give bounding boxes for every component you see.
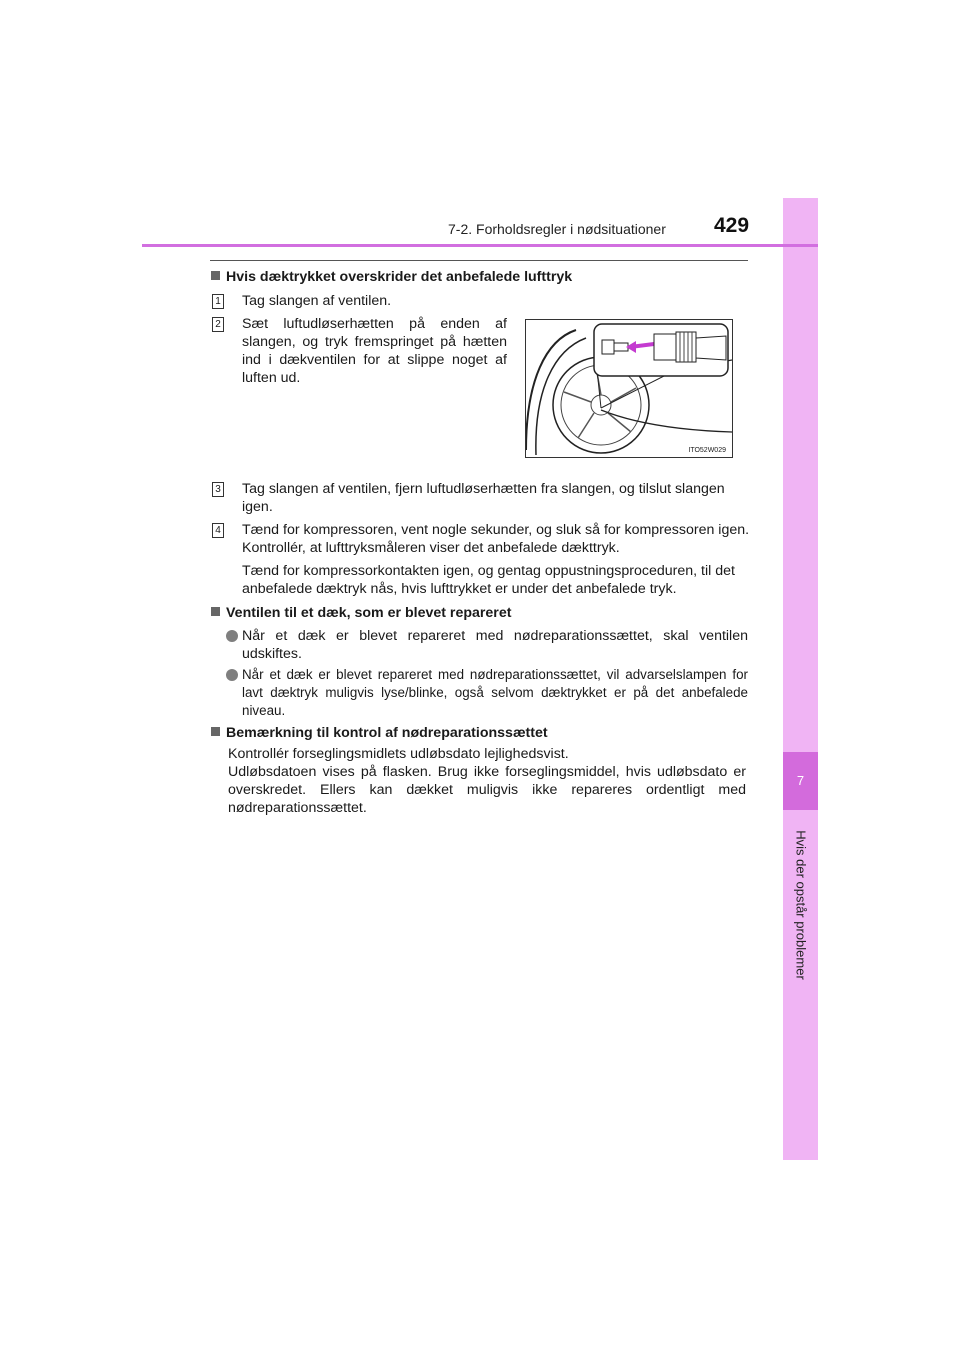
section2-heading: Ventilen til et dæk, som er blevet repareret: [211, 604, 511, 622]
step-4-note: Tænd for kompressorkontakten igen, og gentag oppustningsproceduren, til det anbefalede dæktryk nås, hvis lufttrykket er under det anbefalede tryk.: [242, 563, 735, 597]
square-bullet-icon: [211, 607, 220, 616]
step-4-text: Tænd for kompressoren, vent nogle sekunder, og sluk så for kompressoren igen. Kontrollér, at lufttryksmåleren viser det anbefalede dækttryk.: [242, 522, 750, 556]
step-number-4: 4: [212, 523, 224, 538]
figure-code: ITO52W029: [688, 447, 726, 454]
section2-bullet-2: Når et dæk er blevet repareret med nødreparationssættet, vil advarselslampen for lavt dæktryk muligvis lyse/blinke, også selvom dæktrykket er på det anbefalede niveau.: [242, 667, 748, 718]
section3-heading: Bemærkning til kontrol af nødreparationssættet: [211, 724, 548, 742]
step-2-text: Sæt luftudløserhætten på enden af slangen, og tryk fremspringet på hætten ind i dækventilen for at slippe noget af luften ud.: [242, 316, 507, 386]
step-1-text: Tag slangen af ventilen.: [242, 293, 392, 309]
section-title: 7-2. Forholdsregler i nødsituationer: [448, 221, 666, 237]
section2-bullet-1: Når et dæk er blevet repareret med nødreparationssættet, skal ventilen udskiftes.: [242, 628, 748, 662]
valve-illustration: [525, 319, 733, 458]
section3-paragraph-2: Udløbsdatoen vises på flasken. Brug ikke forseglingsmiddel, hvis udløbsdato er overskredet. Ellers kan dækket muligvis ikke repareres ordentligt med nødreparationssættet.: [228, 764, 746, 816]
page-number: 429: [714, 214, 750, 237]
section1-heading: Hvis dæktrykket overskrider det anbefalede lufttryk: [211, 268, 572, 286]
tire-valve-drawing: [526, 320, 732, 457]
section3-paragraph-1: Kontrollér forseglingsmidlets udløbsdato lejlighedsvist.: [228, 746, 569, 762]
square-bullet-icon: [211, 727, 220, 736]
step-number-3: 3: [212, 482, 224, 497]
header-rule: [142, 244, 818, 247]
chapter-title: Hvis der opstår problemer: [793, 830, 809, 980]
square-bullet-icon: [211, 271, 220, 280]
bullet-dot-icon: [226, 630, 238, 642]
chapter-number-tab: 7: [783, 752, 818, 810]
step-number-2: 2: [212, 317, 224, 332]
content-rule: [210, 260, 748, 261]
step-3-text: Tag slangen af ventilen, fjern luftudløserhætten fra slangen, og tilslut slangen igen.: [242, 481, 725, 515]
bullet-dot-icon: [226, 669, 238, 681]
step-number-1: 1: [212, 294, 224, 309]
chapter-sidebar: [783, 198, 818, 1160]
